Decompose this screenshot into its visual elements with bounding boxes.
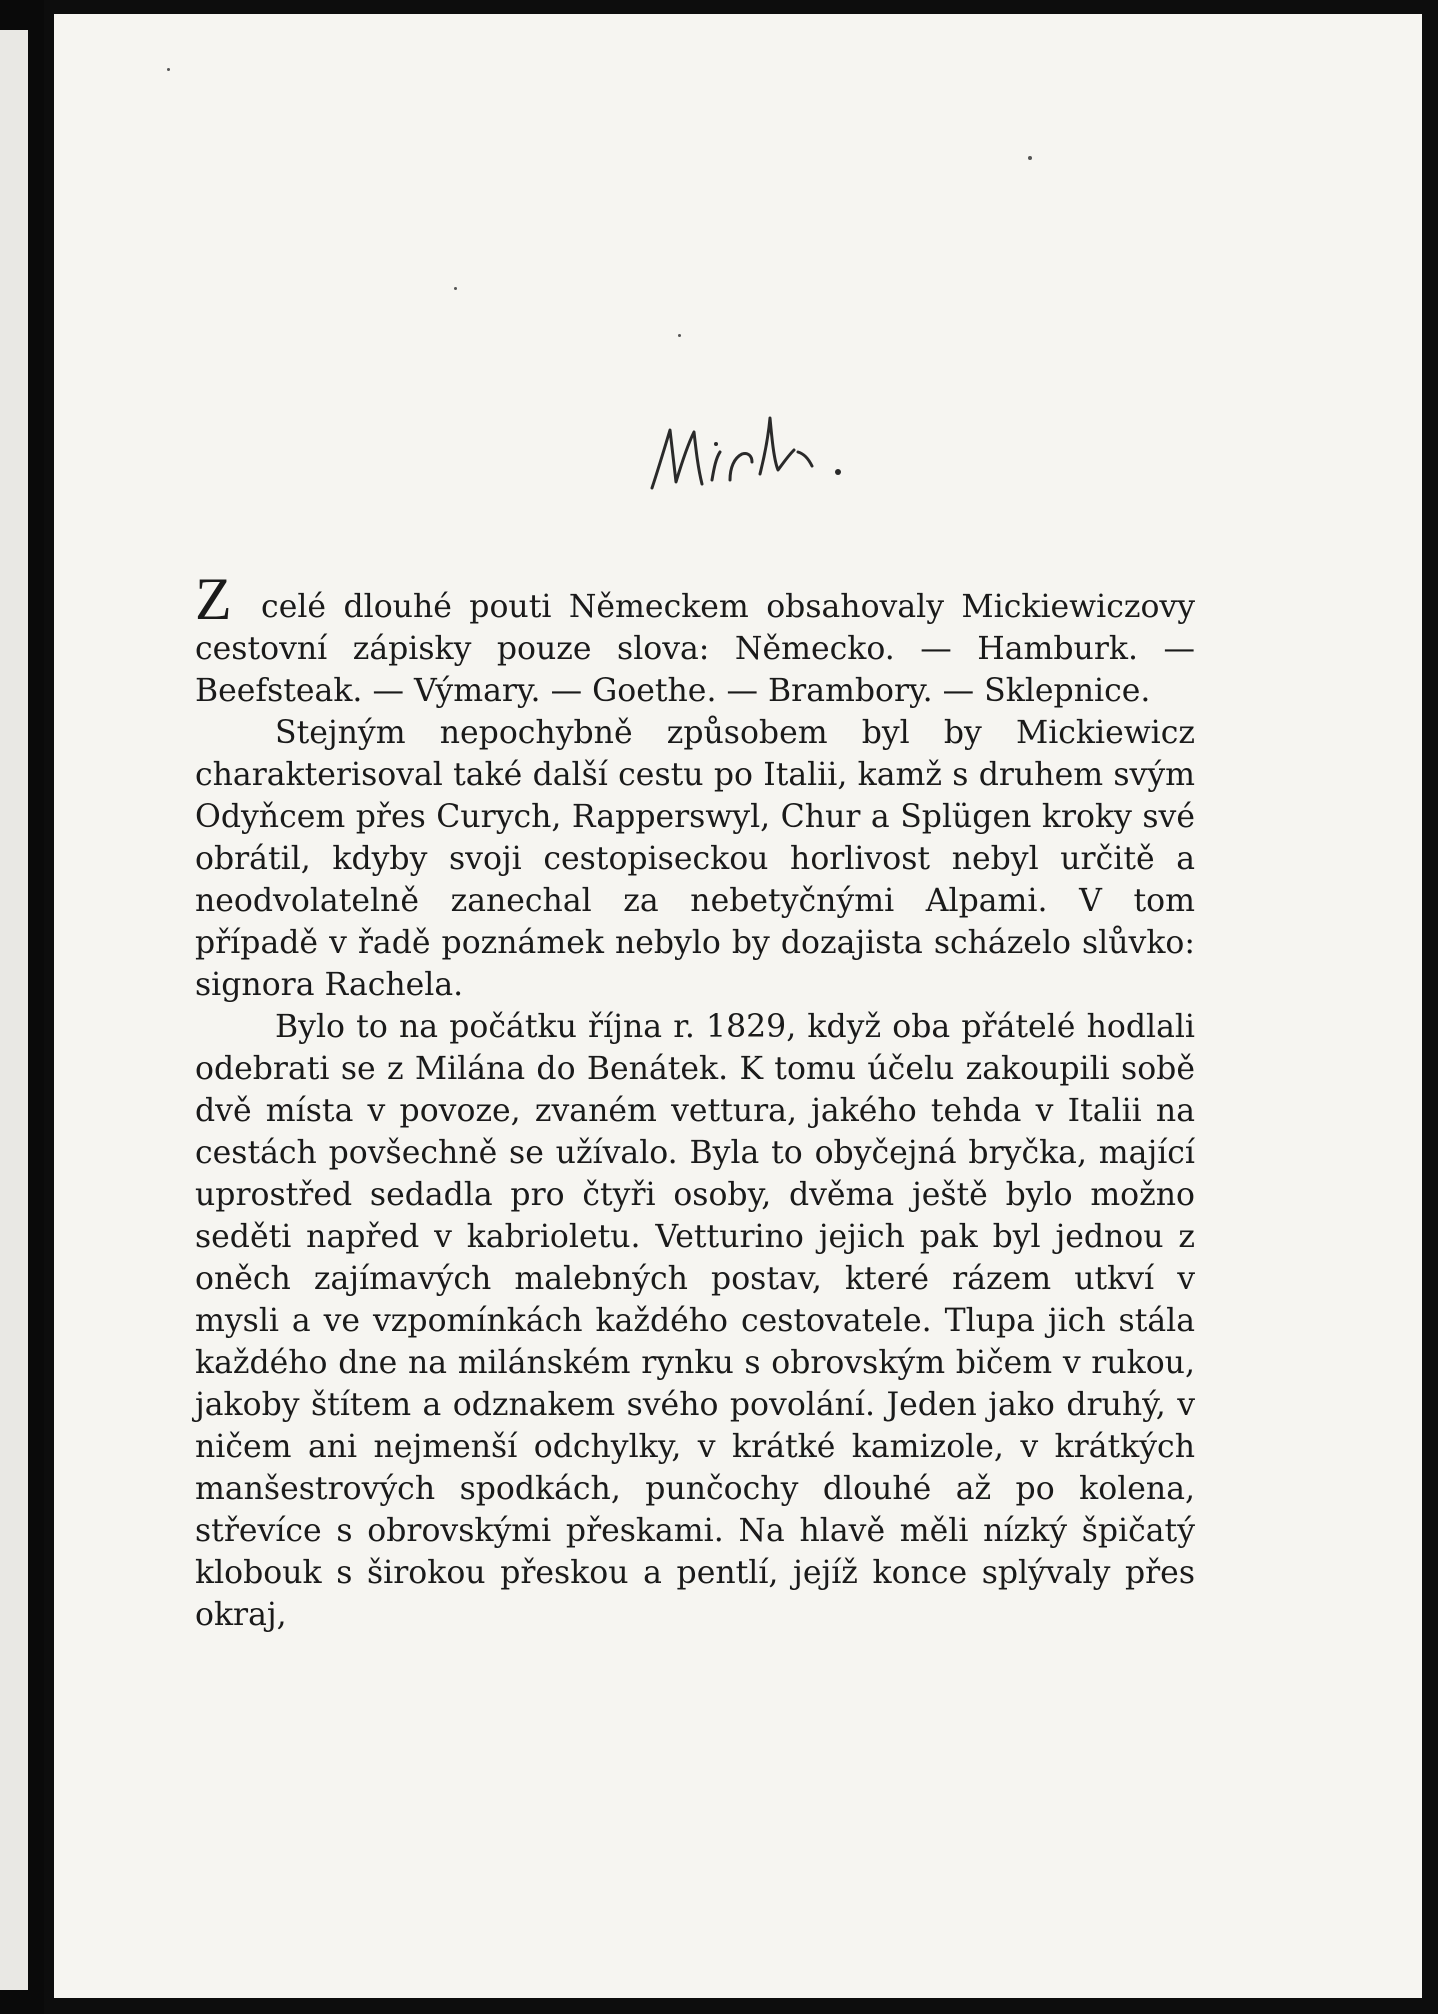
dust-speck — [678, 334, 681, 337]
dust-speck — [167, 68, 170, 71]
paragraph-3: Bylo to na počátku října r. 1829, když oba přátelé hodlali odebrati se z Milána do Benátek. K tomu účelu zakoupili sobě dvě místa v povoze, zvaném vettura, jakého tehda v Italii na cestách povšechně se užívalo. Byla to obyčejná bryčka, mající uprostřed sedadla pro čtyři osoby, dvěma ještě bylo možno seděti napřed v kabrioletu. Vetturino jejich pak byl jednou z oněch zajímavých malebných postav, které rázem utkví v mysli a ve vzpomínkách každého cestovatele. Tlupa jich stála každého dne na milánském rynku s obrovským bičem v rukou, jakoby štítem a odznakem svého povolání. Jeden jako druhý, v ničem ani nejmenší odchylky, v krátké kamizole, v krátkých manšestrových spodkách, punčochy dlouhé až po kolena, střevíce s obrovskými přeskami. Na hlavě měli nízký špičatý klobouk s širokou přeskou a pentlí, jejíž konce splývaly přes okraj, — [195, 1009, 1195, 1633]
dust-speck — [1028, 156, 1032, 160]
adjacent-page-sliver — [0, 30, 28, 1990]
dust-speck — [454, 287, 457, 290]
handwritten-signature — [648, 410, 910, 510]
left-page-edge — [0, 0, 44, 2014]
drop-cap: Z — [195, 566, 232, 632]
paragraph-2: Stejným nepochybně způsobem byl by Mickiewicz charakterisoval také další cestu po Italii, kamž s druhem svým Odyňcem přes Curych, Rapperswyl, Chur a Splügen kroky své obrátil, kdyby svoji cestopiseckou horlivost nebyl určitě a neodvolatelně zanechal za nebetyčnými Alpami. V tom případě v řadě poznámek nebylo by dozajista scházelo slůvko: signora Rachela. — [195, 715, 1195, 1003]
paragraph-1-text: celé dlouhé pouti Německem obsahovaly Mickiewiczovy cestovní zápisky pouze slova: Německo. — Hamburk. — Beefsteak. — Výmary. — Goethe. — Brambory. — Sklepnice. — [195, 589, 1195, 709]
body-text — [195, 566, 1195, 1636]
paragraph-1 — [195, 566, 1195, 712]
